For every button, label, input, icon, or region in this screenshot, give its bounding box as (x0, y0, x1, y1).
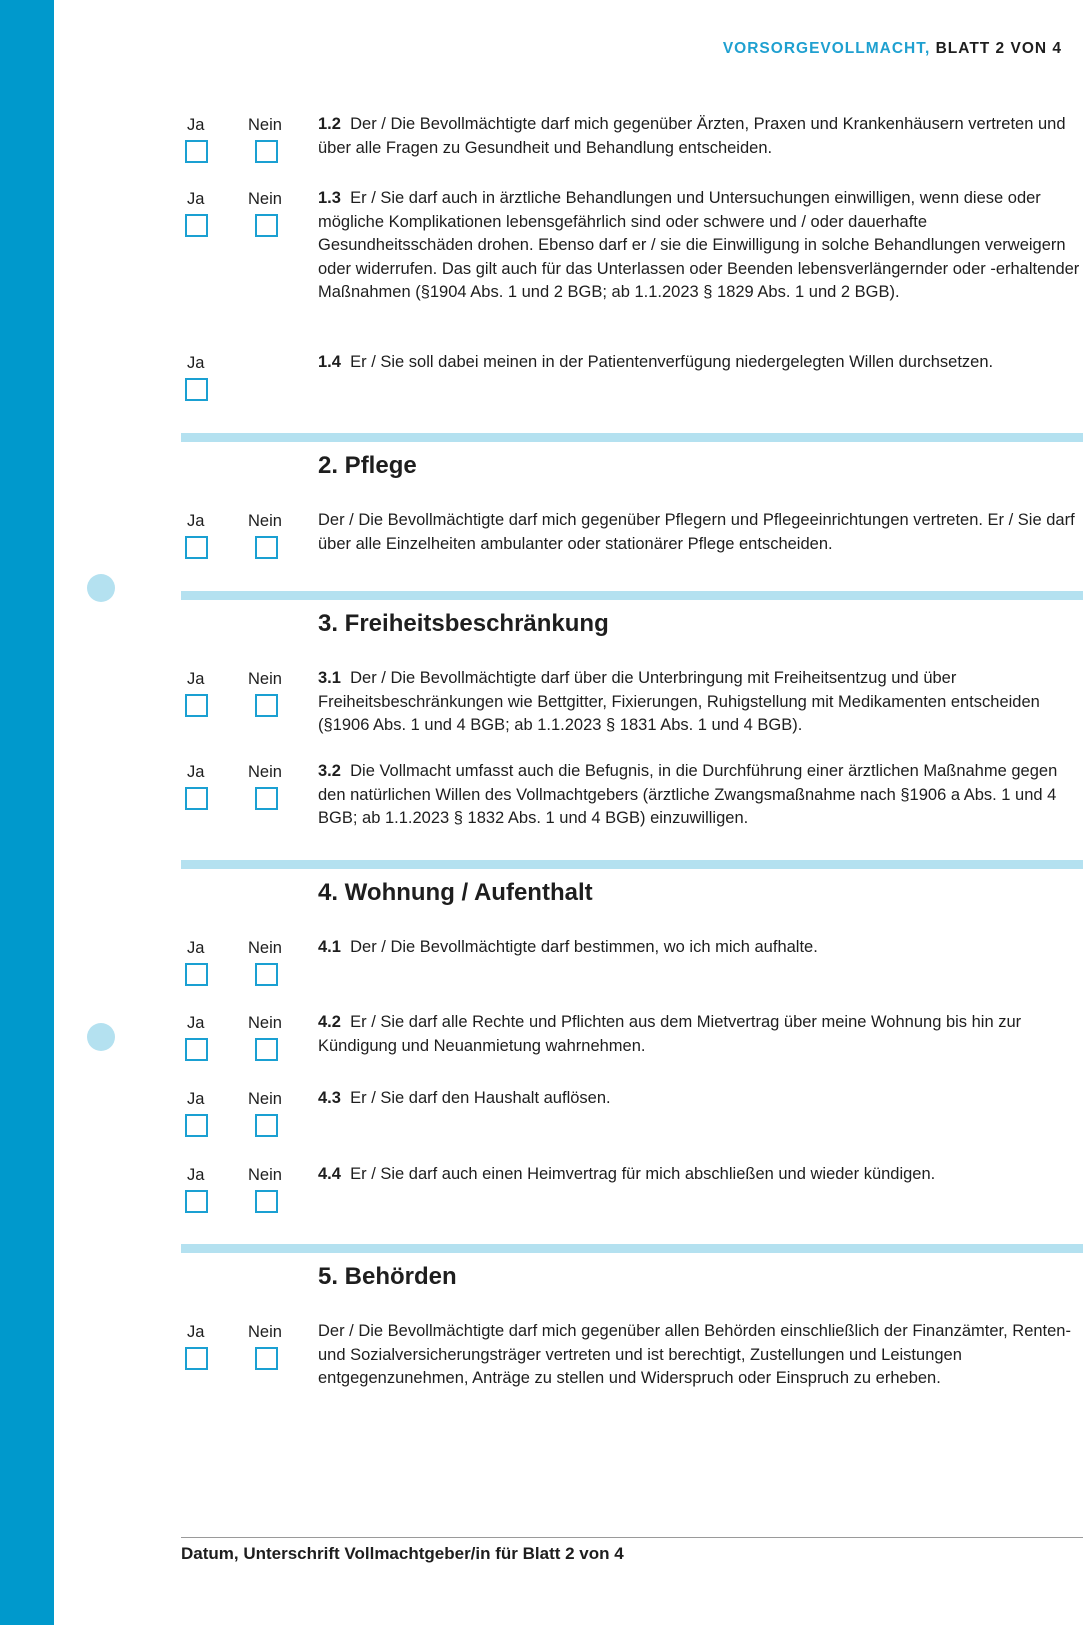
item-1-4 (318, 351, 1084, 375)
item-number: 3.2 (318, 762, 341, 780)
checkbox-yes-4-3[interactable] (185, 1114, 208, 1137)
item-number: 4.4 (318, 1165, 341, 1183)
checkbox-yes-2[interactable] (185, 536, 208, 559)
yes-label: Ja (187, 939, 205, 957)
header-page-indicator: BLATT 2 VON 4 (935, 40, 1062, 57)
checkbox-no-4-2[interactable] (255, 1038, 278, 1061)
item-number: 4.2 (318, 1013, 341, 1031)
checkbox-yes-1-4[interactable] (185, 378, 208, 401)
item-text: Der / Die Bevollmächtigte darf mich gegenüber allen Behörden einschließlich der Finanzämter, Renten- und Sozialversicherungsträger vertreten und ist berechtigt, Zustellungen und Leistungen entgegenzunehmen, Anträge zu stellen und Widerspruch oder Einspruch zu erheben. (318, 1322, 1071, 1387)
checkbox-yes-4-1[interactable] (185, 963, 208, 986)
yes-label: Ja (187, 512, 205, 530)
item-4-1 (318, 936, 1084, 960)
checkbox-yes-5[interactable] (185, 1347, 208, 1370)
no-label: Nein (248, 763, 282, 781)
no-label: Nein (248, 116, 282, 134)
checkbox-no-4-4[interactable] (255, 1190, 278, 1213)
item-number: 4.1 (318, 938, 341, 956)
checkbox-no-3-1[interactable] (255, 694, 278, 717)
no-label: Nein (248, 1090, 282, 1108)
no-label: Nein (248, 670, 282, 688)
item-4-4 (318, 1163, 1084, 1187)
punch-hole-mark (87, 574, 115, 602)
yes-label: Ja (187, 1323, 205, 1341)
page-header (723, 40, 1062, 58)
item-text: Der / Die Bevollmächtigte darf bestimmen, wo ich mich aufhalte. (350, 938, 818, 956)
item-4-2 (318, 1011, 1084, 1058)
yes-label: Ja (187, 116, 205, 134)
header-title: VORSORGEVOLLMACHT, (722, 40, 931, 57)
yes-label: Ja (187, 354, 205, 372)
yes-label: Ja (187, 1090, 205, 1108)
item-number: 3.1 (318, 669, 341, 687)
item-text: Der / Die Bevollmächtigte darf über die Unterbringung mit Freiheitsentzug und über Freiheitsbeschränkungen wie Bettgitter, Fixierungen, Ruhigstellung mit Medikamenten entscheiden (§1906 Abs. 1 und 4 BGB; ab 1.1.2023 § 1831 Abs. 1 und 4 BGB). (318, 669, 1040, 734)
checkbox-no-2[interactable] (255, 536, 278, 559)
item-1-3 (318, 187, 1084, 305)
no-label: Nein (248, 1166, 282, 1184)
yes-label: Ja (187, 1014, 205, 1032)
checkbox-yes-4-4[interactable] (185, 1190, 208, 1213)
signature-caption: Datum, Unterschrift Vollmachtgeber/in für Blatt 2 von 4 (181, 1544, 624, 1563)
checkbox-no-1-2[interactable] (255, 140, 278, 163)
item-2 (318, 509, 1084, 556)
item-text: Er / Sie soll dabei meinen in der Patientenverfügung niedergelegten Willen durchsetzen. (350, 353, 994, 371)
checkbox-no-5[interactable] (255, 1347, 278, 1370)
item-number: 1.2 (318, 115, 341, 133)
yes-label: Ja (187, 670, 205, 688)
item-3-2 (318, 760, 1084, 831)
item-text: Er / Sie darf auch in ärztliche Behandlungen und Untersuchungen einwilligen, wenn diese oder mögliche Komplikationen lebensgefährlich sind oder schwere und / oder dauerhafte Gesundheitsschäden drohen. Ebenso darf er / sie die Einwilligung in solche Behandlungen verweigern oder widerrufen. Das gilt auch für das Unterlassen oder Beenden lebensverlängernder oder -erhaltender Maßnahmen (§1904 Abs. 1 und 2 BGB; ab 1.1.2023 § 1829 Abs. 1 und 2 BGB). (318, 189, 1080, 301)
checkbox-no-4-3[interactable] (255, 1114, 278, 1137)
checkbox-no-4-1[interactable] (255, 963, 278, 986)
item-text: Der / Die Bevollmächtigte darf mich gegenüber Pflegern und Pflegeeinrichtungen vertreten. Er / Sie darf über alle Einzelheiten ambulanter oder stationärer Pflege entscheiden. (318, 511, 1075, 553)
signature-line (181, 1537, 1083, 1538)
no-label: Nein (248, 939, 282, 957)
no-label: Nein (248, 1323, 282, 1341)
section-title-2: 2. Pflege (318, 452, 417, 479)
no-label: Nein (248, 190, 282, 208)
yes-label: Ja (187, 190, 205, 208)
item-text: Die Vollmacht umfasst auch die Befugnis, in die Durchführung einer ärztlichen Maßnahme gegen den natürlichen Willen des Vollmachtgebers (ärztliche Zwangsmaßnahme nach §1906 a Abs. 1 und 4 BGB; ab 1.1.2023 § 1832 Abs. 1 und 4 BGB) einzuwilligen. (318, 762, 1058, 827)
section-divider (181, 860, 1083, 869)
checkbox-no-1-3[interactable] (255, 214, 278, 237)
sidebar-strip (0, 0, 54, 1625)
item-4-3 (318, 1087, 1084, 1111)
yes-label: Ja (187, 763, 205, 781)
section-title-5: 5. Behörden (318, 1263, 457, 1290)
section-title-3: 3. Freiheitsbeschränkung (318, 610, 609, 637)
checkbox-no-3-2[interactable] (255, 787, 278, 810)
item-text: Er / Sie darf alle Rechte und Pflichten aus dem Mietvertrag über meine Wohnung bis hin zur Kündigung und Neuanmietung wahrnehmen. (318, 1013, 1022, 1055)
item-text: Er / Sie darf auch einen Heimvertrag für mich abschließen und wieder kündigen. (350, 1165, 936, 1183)
item-5 (318, 1320, 1084, 1391)
section-divider (181, 1244, 1083, 1253)
checkbox-yes-1-3[interactable] (185, 214, 208, 237)
section-divider (181, 433, 1083, 442)
item-number: 1.4 (318, 353, 341, 371)
no-label: Nein (248, 1014, 282, 1032)
item-text: Der / Die Bevollmächtigte darf mich gegenüber Ärzten, Praxen und Krankenhäusern vertreten und über alle Fragen zu Gesundheit und Behandlung entscheiden. (318, 115, 1066, 157)
section-divider (181, 591, 1083, 600)
checkbox-yes-3-1[interactable] (185, 694, 208, 717)
item-number: 4.3 (318, 1089, 341, 1107)
checkbox-yes-4-2[interactable] (185, 1038, 208, 1061)
yes-label: Ja (187, 1166, 205, 1184)
no-label: Nein (248, 512, 282, 530)
checkbox-yes-3-2[interactable] (185, 787, 208, 810)
punch-hole-mark (87, 1023, 115, 1051)
item-3-1 (318, 667, 1084, 738)
section-title-4: 4. Wohnung / Aufenthalt (318, 879, 593, 906)
checkbox-yes-1-2[interactable] (185, 140, 208, 163)
item-1-2 (318, 113, 1084, 160)
item-number: 1.3 (318, 189, 341, 207)
item-text: Er / Sie darf den Haushalt auflösen. (350, 1089, 611, 1107)
